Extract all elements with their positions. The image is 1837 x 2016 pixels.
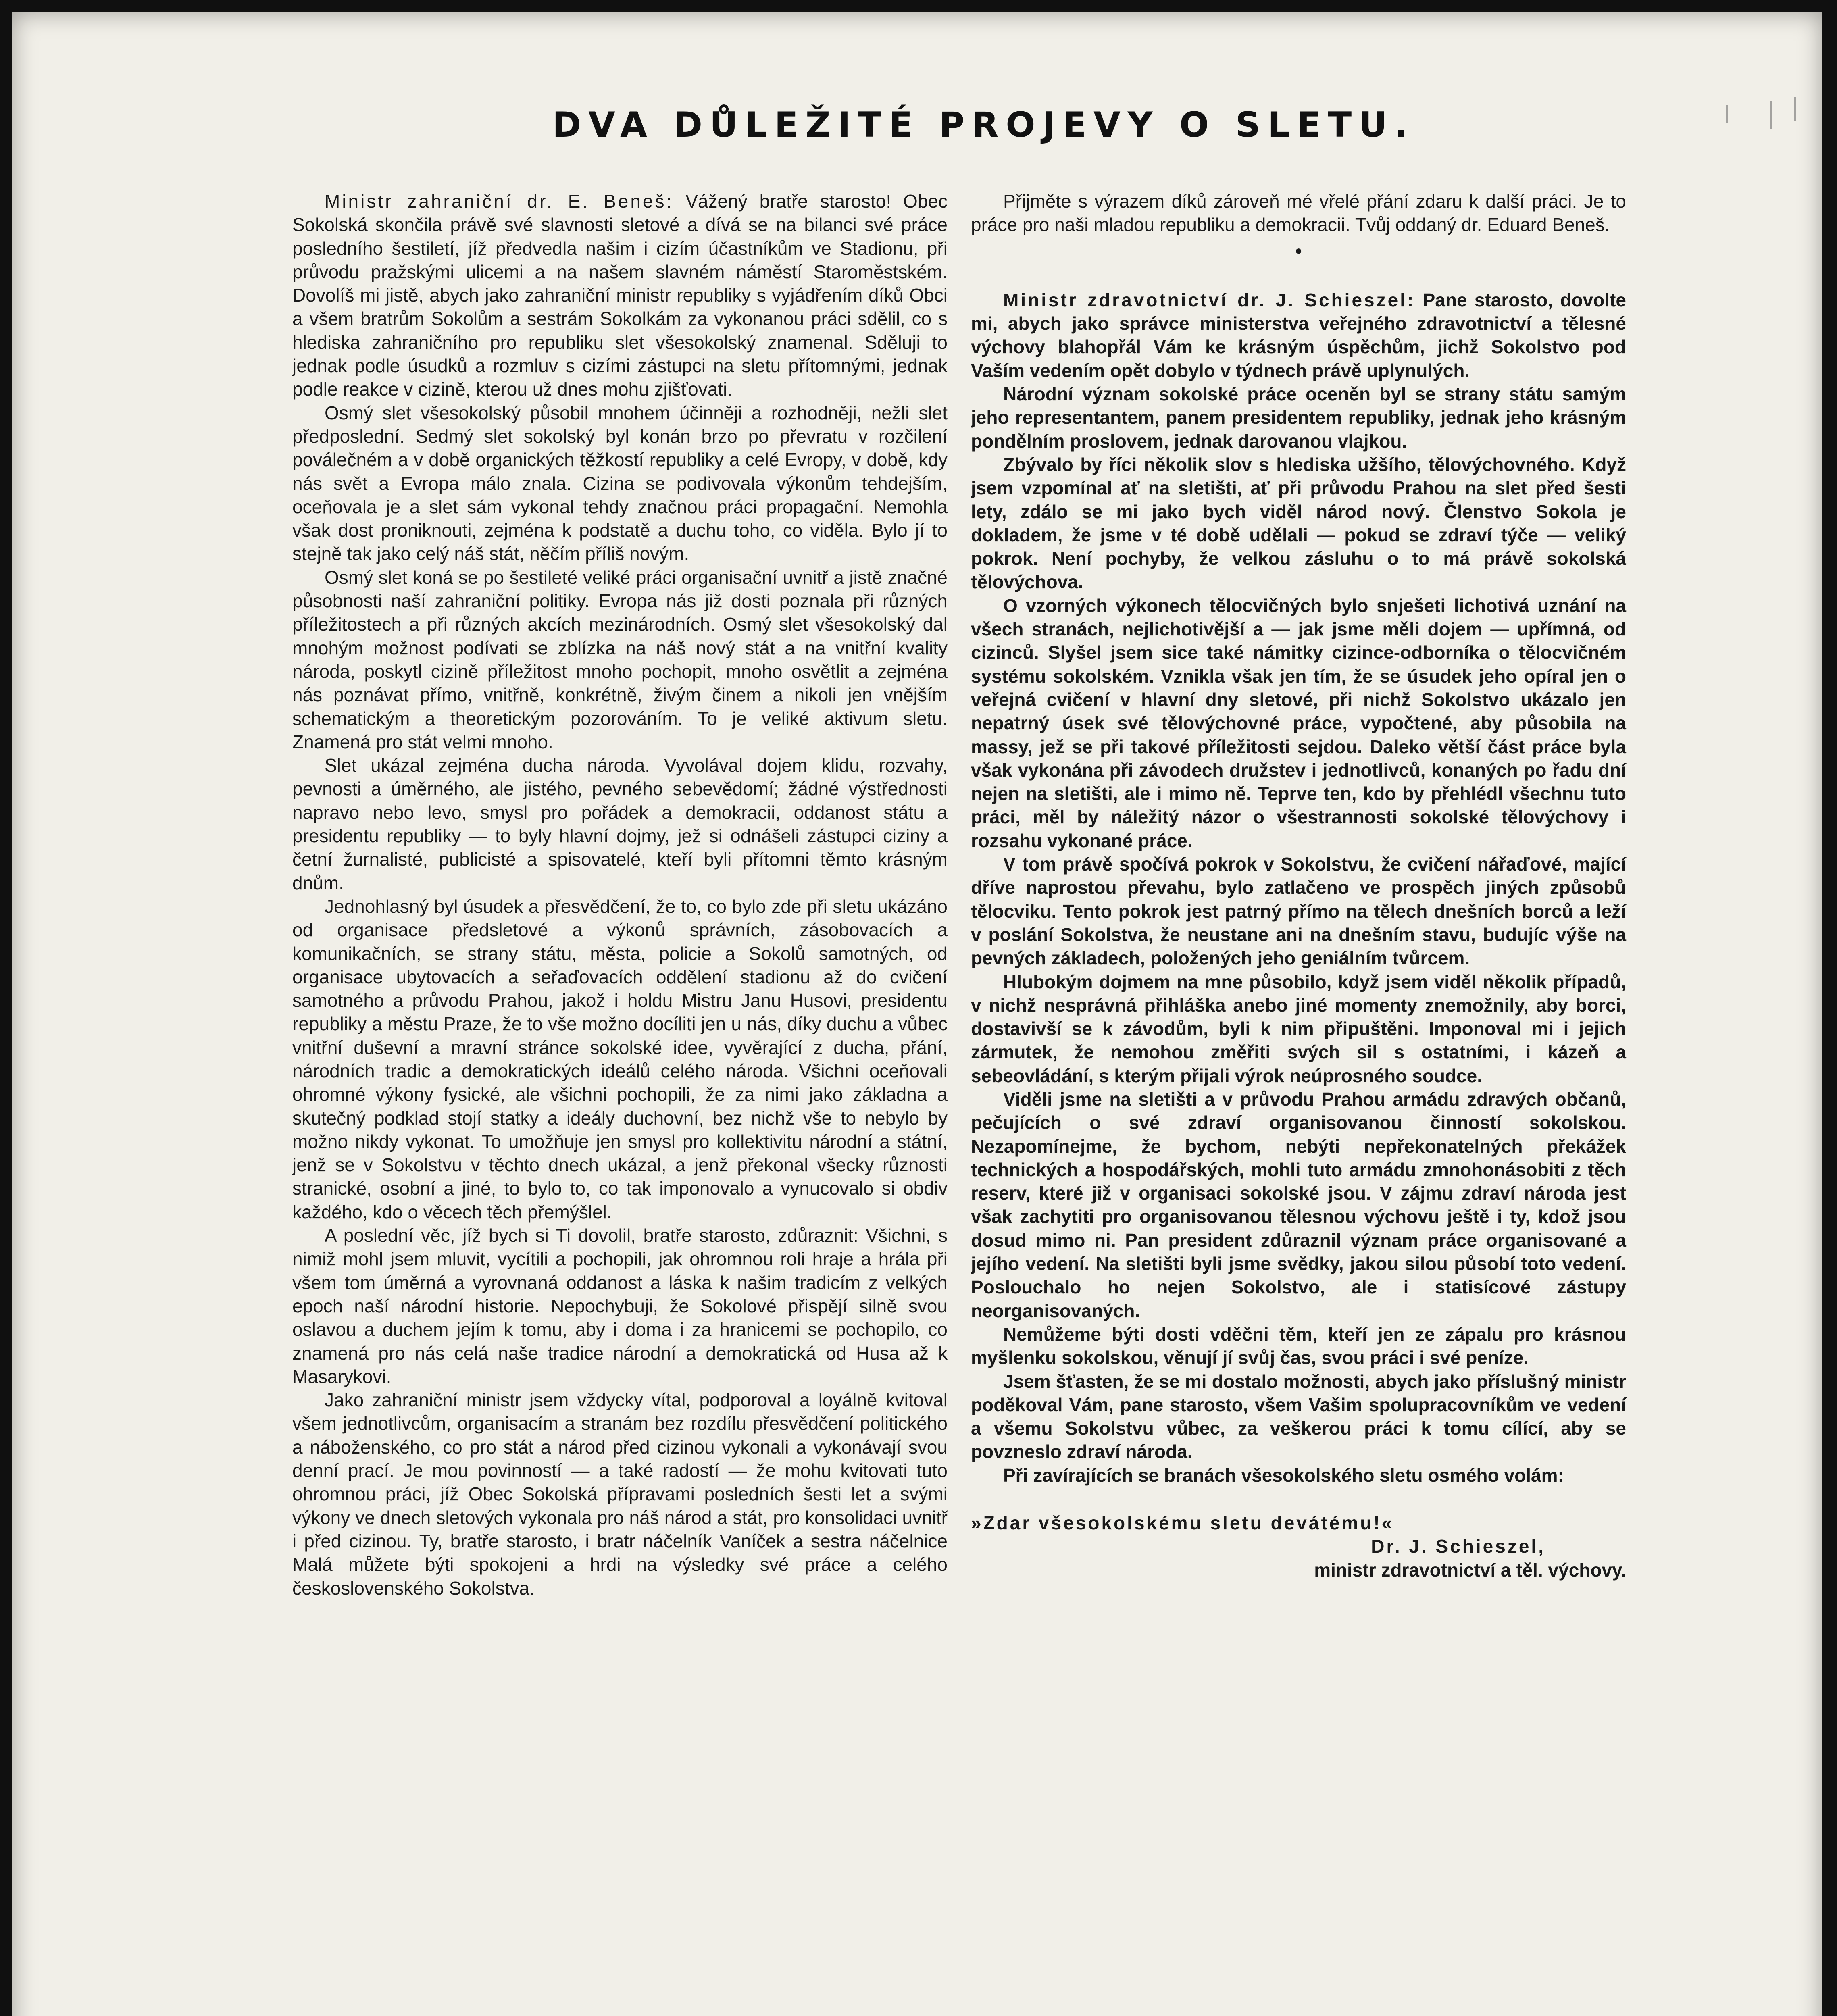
speech2-speaker: Ministr zdravotnictví dr. J. Schieszel: — [1003, 289, 1416, 310]
separator-bullet: • — [1295, 240, 1302, 261]
speech2-paragraph-2: Národní význam sokolské práce oceněn byl se strany státu samým jeho representantem, panem presidentem republiky, jednak jeho krásným pondělním proslovem, jednak darovanou vlajkou. — [971, 383, 1626, 452]
speech1-speaker: Ministr zahraniční dr. E. Beneš: — [325, 191, 674, 212]
speech2-paragraph-1: Ministr zdravotnictví dr. J. Schieszel: Pane starosto, dovolte mi, abych jako správce ministerstva veřejného zdravotnictví a tělesné výchovy blahopřál Vám ke krásným úspěchům, jichž Sokolstvo pod Vaším vedením opět dobylo v týdnech právě uplynulých. — [971, 289, 1626, 381]
speech2-paragraph-10: Při zavírajících se branách všesokolského sletu osmého volám: — [1003, 1464, 1564, 1486]
speech1-paragraph-1: Ministr zahraniční dr. E. Beneš: Vážený bratře starosto! Obec Sokolská skončila právě své slavnosti sletové a dívá se na bilanci své práce posledního šestiletí, jíž předvedla našim i cizím účastníkům ve Stadionu, při průvodu pražskými ulicemi a na našem slavném náměstí Staroměstském. Dovolíš mi jistě, abych jako zahraniční ministr republiky s vyjádřením díků Obci a všem bratrům Sokolům a sestrám Sokolkám za vykonanou práci sdělil, co s hlediska zahraničního pro republiku slet všesokolský znamenal. Sděluji to jednak podle úsudků a rozmluv s cizími zástupci na sletu přítomnými, jednak podle reakce v cizině, kterou už dnes mohu zjišťovati. — [292, 191, 948, 400]
article-title: DVA DŮLEŽITÉ PROJEVY O SLETU. — [552, 105, 1415, 145]
signature-name: Dr. J. Schieszel, — [1371, 1536, 1545, 1557]
speech1-paragraph-2: Osmý slet všesokolský působil mnohem účinněji a rozhodněji, nežli slet předposlední. Sedmý slet sokolský byl konán brzo po převratu v rozčilení poválečném a v době organických těžkostí republiky a celé Evropy, v době, kdy nás svět a Evropa málo znala. Cizina se podivovala výkonům tehdejším, oceňovala je a slet sám vykonal tehdy značnou práci propagační. Nemohla však dost proniknouti, zejména k podstatě a duchu toho, co viděla. Bylo jí to stejně tak jako celý náš stát, něčím příliš novým. — [292, 402, 948, 564]
speech1-paragraph-5: Jednohlasný byl úsudek a přesvědčení, že to, co bylo zde při sletu ukázáno od organisace předsletové a výkonů správních, zásobovacích a komunikačních, se strany státu, města, policie a Sokolů samotných, od organisace ubytovacích a seřaďovacích oddělení stadionu až do cvičení samotného a průvodu Prahou, jakož i holdu Mistru Janu Husovi, presidentu republiky a městu Praze, že to vše možno docíliti jen u nás, díky duchu a vůbec vnitřní duševní a mravní stránce sokolské idee, vyvěrající z ducha, přání, národních tradic a demokratických ideálů celého národa. Všichni oceňovali ohromné výkony fysické, ale všichni pochopili, že za nimi jako základna a skutečný podklad stojí statky a ideály duchovní, bez nichž vše to nebylo by možno nikdy vykonat. To umožňuje jen smysl pro kollektivitu národní a státní, jenž se v Sokolstvu v těchto dnech ukázal, a jenž překonal všecky různosti stranické, osobní a jiné, to bylo to, co tak imponovalo a vynucovalo si obdiv každého, kdo o věcech těch přemýšlel. — [292, 896, 948, 1223]
right-column — [971, 190, 1626, 1582]
speech2-paragraph-7: Viděli jsme na sletišti a v průvodu Prahou armádu zdravých občanů, pečujících o své zdraví organisovanou činností sokolskou. Nezapomínejme, že bychom, nebýti nepřekonatelných překážek technických a hospodářských, mohli tuto armádu zmnohonásobiti z těch reserv, které již v organisaci sokolské jsou. V zájmu zdraví národa jest však zachytiti pro organisovanou tělesnou výchovu ještě i ty, kdož jsou dosud mimo ni. Pan president zdůraznil význam práce organisované a jejího vedení. Na sletišti byli jsme svědky, jakou silou působí toto vedení. Poslouchalo ho nejen Sokolstvo, ale i statisícové zástupy neorganisovaných. — [971, 1088, 1626, 1321]
scan-mark — [1770, 101, 1772, 129]
scan-mark — [1794, 97, 1796, 121]
signature-title: ministr zdravotnictví a těl. výchovy. — [1314, 1559, 1626, 1581]
closing-cheer: »Zdar všesokolskému sletu devátému!« — [971, 1512, 1394, 1534]
scan-mark — [1726, 105, 1728, 123]
speech2-paragraph-5: V tom právě spočívá pokrok v Sokolstvu, že cvičení nářaďové, mající dříve naprostou převahu, bylo zatlačeno ve prospěch jiných způsobů tělocviku. Tento pokrok jest patrný přímo na tělech dnešních borců a leží v poslání Sokolstva, že neustane ani na dnešním stavu, budujíc výše na pevných základech, položených jeho geniálním tvůrcem. — [971, 854, 1626, 969]
speech1-paragraph-7: Jako zahraniční ministr jsem vždycky vítal, podporoval a loyálně kvitoval všem jednotlivcům, organisacím a stranám bez rozdílu přesvědčení politického a náboženského, co pro stát a národ před cizinou vykonali a vykonávají svou denní prací. Je mou povinností — a také radostí — že mohu kvitovati tuto ohromnou práci, jíž Obec Sokolská přípravami posledních šesti let a svými výkony ve dnech sletových vykonala pro náš národ a stát, pro konsolidaci uvnitř i před cizinou. Ty, bratře starosto, i bratr náčelník Vaníček a sestra náčelnice Malá můžete býti spokojeni a hrdi na výsledky své práce a celého československého Sokolstva. — [292, 1389, 948, 1599]
speech1-paragraph-3: Osmý slet koná se po šestileté veliké práci organisační uvnitř a jistě značné působnosti naší zahraniční politiky. Evropa nás již dosti poznala při různých příležitostech a při různých akcích mezinárodních. Osmý slet všesokolský dal mnohým možnost podívati se zblízka na náš nový stát a na vnitřní kvality národa, poskytl cizině příležitost mnoho pochopit, mnoho osvětlit a zejména nás poznávat přímo, vnitřně, konkrétně, živým činem a nikoli jen vnějším schematickým a theoretickým pozorováním. To je veliké aktivum sletu. Znamená pro stát velmi mnoho. — [292, 566, 948, 752]
speech2-paragraph-9: Jsem šťasten, že se mi dostalo možnosti, abych jako příslušný ministr poděkoval Vám, pane starosto, všem Vašim spolupracovníkům ve vedení a všemu Sokolstvu vůbec, za veškerou práci k tomu cílící, aby se povzneslo zdraví národa. — [971, 1370, 1626, 1462]
speech2-paragraph-8: Nemůžeme býti dosti vděčni těm, kteří jen ze zápalu pro krásnou myšlenku sokolskou, věnují jí svůj čas, svou práci i své peníze. — [971, 1323, 1626, 1368]
speech2-paragraph-6: Hlubokým dojmem na mne působilo, když jsem viděl několik případů, v nichž nesprávná přihláška anebo jiné momenty znemožnily, aby borci, dostavivší se k závodům, byli k nim připuštěni. Imponoval mi i jejich zármutek, že nemohou změřiti svých sil s ostatními, i kázeň a sebeovládání, s kterým přijali výrok neúprosného soudce. — [971, 971, 1626, 1086]
left-column — [292, 190, 948, 1600]
spacer — [971, 265, 1626, 288]
speech2-paragraph-4: O vzorných výkonech tělocvičných bylo snješeti lichotivá uznání na všech stranách, nejlichotivější a — jak jsme měli dojem — upřímná, od cizinců. Slyšel jsem sice také námitky cizince-odborníka o tělocvičném systému sokolském. Vznikla však jen tím, že se úsudek jeho opíral jen o veřejná cvičení v hlavní dny sletové, při nichž Sokolstvo ukázalo jen nepatrný úsek své tělovýchovné práce, vypočtené, aby působila na massy, jež se při takové příležitosti sejdou. Daleko větší část práce byla však vykonána při závodech družstev i jednotlivců, konaných po řadu dní nejen na sletišti, ale i mimo ně. Teprve ten, kdo by přehlédl všechnu tuto práci, měl by náležitý názor o všestrannosti sokolské tělovýchovy i rozsahu vykonané práce. — [971, 595, 1626, 851]
speech1-paragraph-6: A poslední věc, jíž bych si Ti dovolil, bratře starosto, zdůraznit: Všichni, s nimiž mohl jsem mluvit, vycítili a pochopili, jak ohromnou roli hraje a hrála při všem tom úměrná a vyrovnaná oddanost a láska k našim tradicím z velkých epoch naší národní historie. Nepochybuji, že Sokolové přispějí silně svou oslavou a duchem jejím k tomu, aby i doma i za hranicemi se pochopilo, co znamená pro nás celá naše tradice národní a demokratická od Husa až k Masarykovi. — [292, 1225, 948, 1387]
speech1-paragraph-4: Slet ukázal zejména ducha národa. Vyvolával dojem klidu, rozvahy, pevnosti a úměrného, ale jistého, pevného sebevědomí; žádné výstřednosti napravo nebo levo, smysl pro pořádek a demokracii, oddanost státu a presidentu republiky — to byly hlavní dojmy, jež si odnášeli zástupci ciziny a četní žurnalisté, publicisté a spisovatelé, kteří byli přítomni těmto krásným dnům. — [292, 755, 948, 893]
speech1-paragraph-8: Přijměte s výrazem díků zároveň mé vřelé přání zdaru k další práci. Je to práce pro naši mladou republiku a demokracii. Tvůj oddaný dr. Eduard Beneš. — [971, 191, 1626, 235]
speech2-paragraph-3: Zbývalo by říci několik slov s hlediska užšího, tělovýchovného. Když jsem vzpomínal ať na sletišti, ať při průvodu Prahou na slet před šesti lety, zdálo se mi jako bych viděl národ nový. Členstvo Sokola je dokladem, že jsme v té době udělali — pokud se zdraví týče — veliký pokrok. Není pochyby, že velkou zásluhu o to má právě sokolská tělovýchova. — [971, 454, 1626, 593]
